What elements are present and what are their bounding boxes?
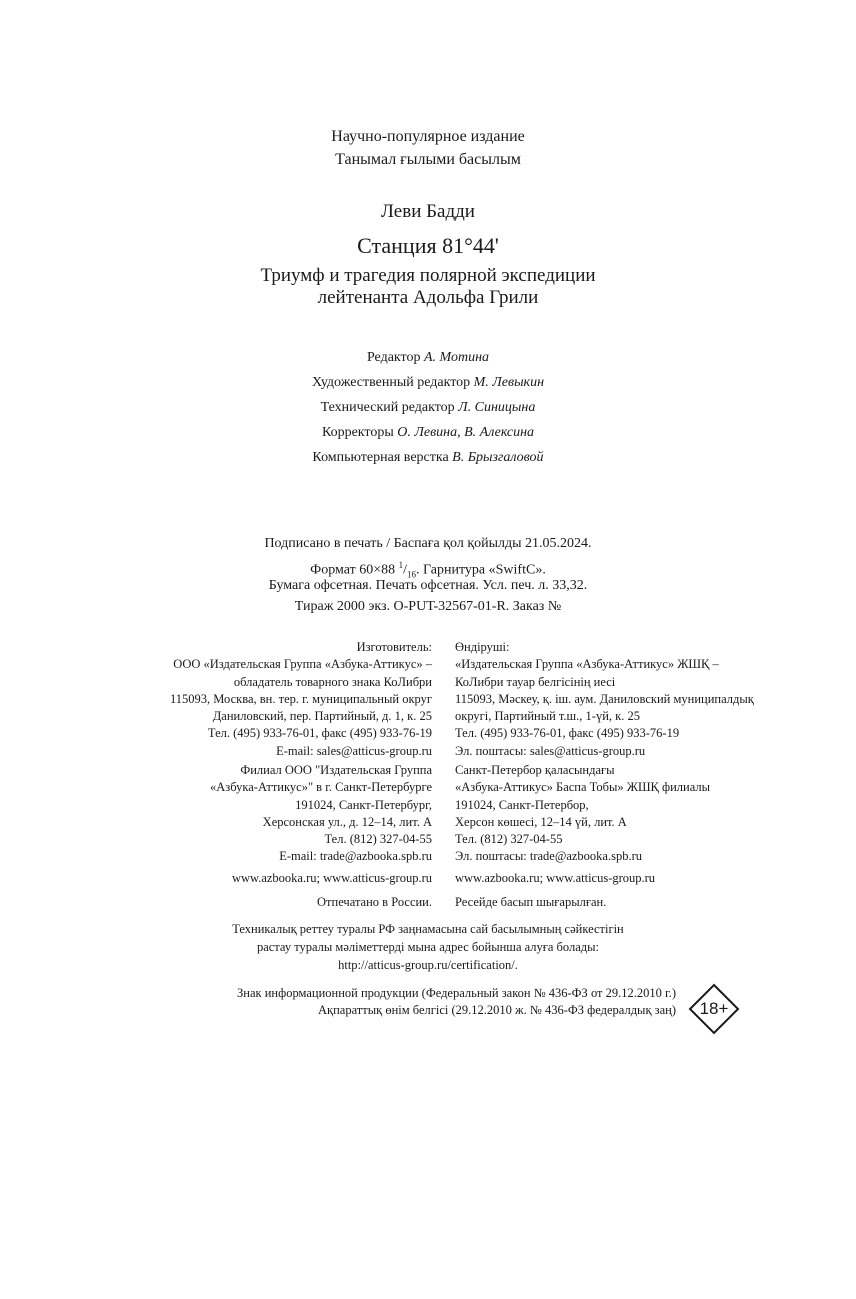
manufacturer-ru-line: 115093, Москва, вн. тер. г. муниципальный округ [169, 691, 432, 706]
book-subtitle-line1: Триумф и трагедия полярной экспедиции [260, 265, 596, 286]
author-name: Леви Бадди [381, 201, 475, 222]
branch-ru-line: Херсонская ул., д. 12–14, лит. А [262, 814, 432, 829]
manufacturer-ru-line: E-mail: sales@atticus-group.ru [276, 743, 432, 758]
manufacturer-ru-line: Изготовитель: [356, 640, 432, 654]
branch-kz-line: «Азбука-Аттикус» Баспа Тобы» ЖШҚ филиалы [455, 780, 711, 795]
credit-person: Л. Синицына [458, 400, 536, 415]
credit-line [0, 374, 856, 392]
branch-kz-block [455, 762, 710, 866]
branch-ru-line: Тел. (812) 327-04-55 [324, 832, 432, 847]
manufacturer-ru-line: обладатель товарного знака КоЛибри [233, 674, 432, 689]
print-run-line: Тираж 2000 экз. O-PUT-32567-01-R. Заказ № [294, 599, 562, 614]
manufacturer-kz-line: КоЛибри тауар белгісінің иесі [455, 674, 616, 689]
branch-ru-line: Филиал ООО "Издательская Группа [240, 763, 432, 777]
credit-role: Компьютерная верстка [312, 450, 449, 465]
format-line: Формат 60×88 $^1/_{16}$. Гарнитура «SwiftC». [310, 560, 546, 580]
credit-role: Художественный редактор [311, 375, 471, 390]
credit-role: Корректоры [321, 425, 394, 440]
edition-type-ru: Научно-популярное издание [331, 128, 525, 145]
credit-role: Технический редактор [320, 400, 455, 415]
branch-ru-block [210, 762, 432, 866]
format-numerator: 1 [398, 560, 404, 570]
websites-ru[interactable]: www.azbooka.ru; www.atticus-group.ru [231, 871, 432, 885]
paper-line: Бумага офсетная. Печать офсетная. Усл. печ. л. 33,32. [268, 578, 588, 593]
book-subtitle-line2: лейтенанта Адольфа Грили [317, 287, 539, 308]
manufacturer-ru-line: Даниловский, пер. Партийный, д. 1, к. 25 [212, 709, 432, 724]
credit-person: О. Левина, В. Алексина [397, 425, 535, 440]
credit-role: Редактор [366, 350, 421, 365]
format-prefix: Формат 60×88 [310, 562, 396, 578]
credit-person: В. Брызгаловой [452, 450, 544, 465]
manufacturer-kz-line: 115093, Мәскеу, қ. іш. аум. Даниловский муниципалдық [455, 691, 754, 706]
credit-line [0, 399, 856, 417]
tech-regulation-line: растау туралы мәліметтерді мына адрес бойынша алуға болады: [256, 940, 600, 954]
branch-ru-line: E-mail: trade@azbooka.spb.ru [279, 849, 432, 864]
credit-person: А. Мотина [423, 350, 490, 365]
websites-kz[interactable]: www.azbooka.ru; www.atticus-group.ru [455, 871, 656, 885]
manufacturer-kz-line: «Издательская Группа «Азбука-Аттикус» ЖШҚ – [455, 657, 719, 672]
manufacturer-kz-line: Эл. поштасы: sales@atticus-group.ru [455, 743, 646, 758]
manufacturer-kz-line: Өндіруші: [455, 640, 510, 654]
book-title: Станция 81°44' [357, 233, 499, 258]
age-rating-label: 18+ [699, 999, 729, 1018]
signed-for-print: Подписано в печать / Баспаға қол қойылды 21.05.2024. [264, 536, 592, 551]
manufacturer-ru-block [170, 639, 432, 760]
branch-kz-line: Санкт-Петербор қаласындағы [455, 763, 615, 777]
branch-kz-line: Херсон көшесі, 12–14 үй, лит. А [455, 814, 627, 829]
manufacturer-kz-line: Тел. (495) 933-76-01, факс (495) 933-76-19 [455, 726, 680, 741]
manufacturer-ru-line: Тел. (495) 933-76-01, факс (495) 933-76-19 [207, 726, 432, 741]
branch-kz-line: Тел. (812) 327-04-55 [455, 832, 563, 847]
credit-line [0, 424, 856, 442]
manufacturer-kz-line: округі, Партийный т.ш., 1-үй, к. 25 [455, 709, 640, 724]
credit-line [0, 449, 856, 467]
format-suffix: . Гарнитура «SwiftC». [416, 562, 546, 578]
printed-in-russia-kz: Ресейде басып шығарылған. [455, 895, 607, 909]
edition-type-kz: Танымал ғылыми басылым [335, 151, 521, 168]
manufacturer-kz-block [455, 639, 754, 760]
branch-ru-line: 191024, Санкт-Петербург, [295, 797, 432, 812]
format-denominator: 16 [407, 569, 417, 580]
branch-kz-line: 191024, Санкт-Петербор, [455, 797, 589, 812]
certification-url[interactable]: http://atticus-group.ru/certification/. [338, 958, 518, 972]
tech-regulation-line: Техникалық реттеу туралы РФ заңнамасына сай басылымның сәйкестігін [232, 922, 624, 936]
printed-in-russia-ru: Отпечатано в России. [317, 895, 432, 909]
info-sign-ru: Знак информационной продукции (Федеральный закон № 436-ФЗ от 29.12.2010 г.) [237, 986, 676, 1000]
branch-ru-line: «Азбука-Аттикус»" в г. Санкт-Петербурге [210, 780, 432, 795]
branch-kz-line: Эл. поштасы: trade@azbooka.spb.ru [455, 849, 643, 864]
credit-line [0, 349, 856, 367]
info-sign-kz: Ақпараттық өнім белгісі (29.12.2010 ж. № 436-ФЗ федералдық заң) [318, 1003, 676, 1017]
manufacturer-ru-line: ООО «Издательская Группа «Азбука-Аттикус» – [173, 657, 432, 672]
credit-person: М. Левыкин [473, 375, 545, 390]
